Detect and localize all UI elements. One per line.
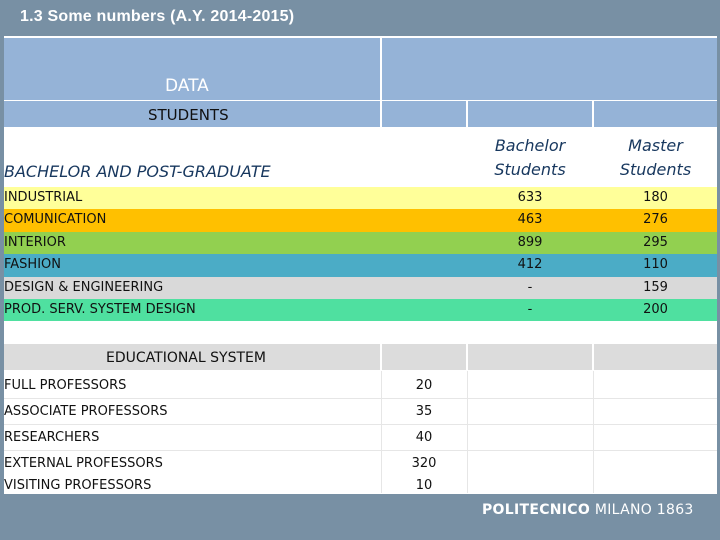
table-row [4,277,717,299]
row-label: PROD. SERV. SYSTEM DESIGN [4,302,196,317]
column-header-bachelor: Bachelor Students [494,136,566,179]
table-row [4,187,717,209]
politecnico-logo [482,502,694,518]
bachelor-value: - [527,302,533,317]
column-header-master: Master Students [619,136,692,179]
row-label: INDUSTRIAL [4,190,83,205]
students-header-label: STUDENTS [148,106,229,124]
edu-row-value: 320 [411,456,437,471]
edu-header-cell-4 [594,344,717,370]
students-header-cell-3 [468,101,592,127]
edu-row-label: VISITING PROFESSORS [4,478,152,493]
edu-row-divider [4,398,717,399]
master-value: 110 [643,257,668,273]
bachelor-value: 463 [517,212,543,228]
master-value: 276 [643,212,668,228]
edu-row-value: 20 [415,378,433,393]
edu-header-cell-2 [382,344,466,370]
edu-row-divider [4,424,717,425]
edu-row-value: 40 [415,430,433,445]
edu-row-value: 35 [415,404,433,419]
edu-col-divider [381,371,382,493]
students-header-cell-2 [382,101,466,127]
edu-col-divider [593,371,594,493]
master-value: 295 [643,234,668,250]
edu-row-divider [4,450,717,451]
row-label: DESIGN & ENGINEERING [4,279,164,295]
students-header-cell-4 [594,101,717,127]
bachelor-value: 412 [517,257,543,273]
edu-row-label: RESEARCHERS [4,430,100,445]
row-label: INTERIOR [4,234,66,250]
edu-row-label: ASSOCIATE PROFESSORS [4,404,168,419]
slide-title: 1.3 Some numbers (A.Y. 2014-2015) [20,8,295,25]
master-value: 200 [643,302,668,317]
row-label: FASHION [4,257,61,273]
table-row [4,209,717,231]
data-header-label: DATA [165,76,209,96]
edu-row-label: EXTERNAL PROFESSORS [4,456,163,471]
data-header-cell-right [382,38,717,100]
edu-header-cell-3 [468,344,592,370]
edu-col-divider [467,371,468,493]
table-row [4,299,717,321]
logo-bold-text: POLITECNICO [482,502,591,518]
bachelor-value: - [527,279,533,295]
logo-rest-text: MILANO 1863 [590,502,694,518]
row-label: COMUNICATION [4,212,107,228]
table-row [4,254,717,276]
section-label: BACHELOR AND POST-GRADUATE [4,162,271,181]
edu-row-value: 10 [415,478,433,493]
bachelor-value: 899 [517,234,543,250]
bachelor-value: 633 [517,190,543,205]
master-value: 159 [643,279,668,295]
table-row [4,232,717,254]
edu-row-label: FULL PROFESSORS [4,378,127,393]
master-value: 180 [643,190,668,205]
edu-header-label: EDUCATIONAL SYSTEM [106,350,266,366]
